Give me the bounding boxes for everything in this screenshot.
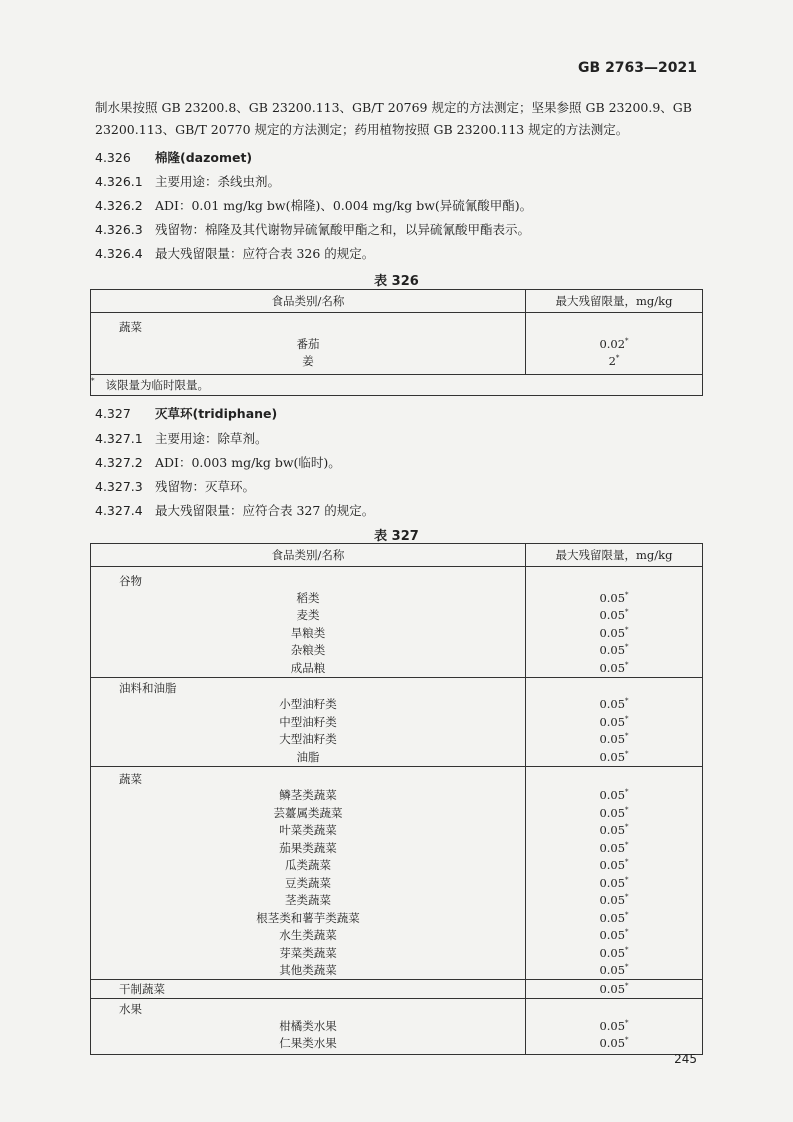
table-row [91,696,703,714]
clause-text: 残留物：棉隆及其代谢物异硫氰酸甲酯之和，以异硫氰酸甲酯表示。 [154,222,530,237]
mrl-value: 0.05* [599,910,629,925]
food-name: 鳞茎类蔬菜 [91,787,526,805]
mrl-value: 0.05* [599,590,629,605]
mrl-value: 0.05* [599,749,629,764]
table-row [91,892,703,910]
table-row [91,353,703,375]
clause-number: 4.326.3 [95,222,143,237]
food-name: 小型油籽类 [91,696,526,714]
clause-number: 4.327.3 [95,479,143,494]
clause-4-327-2 [95,453,341,471]
clause-text: ADI：0.01 mg/kg bw(棉隆)、0.004 mg/kg bw(异硫氰酸甲酯)。 [154,198,533,213]
food-name: 旱粮类 [91,624,526,642]
column-header-mrl: 最大残留限量，mg/kg [526,290,703,313]
table-row [91,944,703,962]
mrl-value: 0.05* [599,608,629,623]
column-header-food: 食品类别/名称 [91,290,526,313]
mrl-value: 0.05* [599,945,629,960]
table-row [91,857,703,875]
clause-4-327-4 [95,501,374,519]
group-label: 蔬菜 [91,313,526,336]
food-name: 油脂 [91,748,526,766]
mrl-value: 0.05* [599,893,629,908]
food-name: 芸薹属类蔬菜 [91,804,526,822]
clause-number: 4.327.2 [95,455,143,470]
table-row [91,624,703,642]
table-row [91,962,703,980]
section-number: 4.327 [95,406,131,421]
clause-text: 主要用途：除草剂。 [154,431,268,446]
standard-number: GB 2763—2021 [578,60,697,76]
mrl-value: 0.05* [599,875,629,890]
food-name: 稻类 [91,589,526,607]
mrl-value: 0.05* [599,1036,629,1051]
page-number: 245 [674,1052,697,1066]
intro-line-1: 制水果按照 GB 23200.8、GB 23200.113、GB/T 20769 规定的方法测定；坚果参照 GB 23200.9、GB [95,100,692,115]
table-326-caption: 表 326 [374,274,419,289]
mrl-value: 0.05* [599,823,629,838]
table-row [91,1035,703,1055]
food-name: 茎类蔬菜 [91,892,526,910]
section-title: 灭草环(tridiphane) [154,406,278,421]
clause-text: 残留物：灭草环。 [154,479,255,494]
food-name: 姜 [91,353,526,375]
clause-number: 4.327.1 [95,431,143,446]
clause-text: 最大残留限量：应符合表 327 的规定。 [154,503,375,518]
food-name: 番茄 [91,335,526,353]
group-label: 水果 [91,999,526,1018]
food-name: 瓜类蔬菜 [91,857,526,875]
food-name: 叶菜类蔬菜 [91,822,526,840]
mrl-value: 0.05* [599,732,629,747]
section-title: 棉隆(dazomet) [154,150,253,165]
clause-number: 4.326.1 [95,174,143,189]
table-row [91,927,703,945]
food-name: 大型油籽类 [91,731,526,749]
mrl-value: 0.05* [599,714,629,729]
table-row [91,607,703,625]
table-row [91,335,703,353]
table-row [91,713,703,731]
clause-text: 主要用途：杀线虫剂。 [154,174,280,189]
mrl-value: 0.05* [526,980,703,999]
clause-4-327-1 [95,429,268,447]
table-row [91,822,703,840]
mrl-value: 0.05* [599,928,629,943]
table-327-caption: 表 327 [374,529,419,544]
clause-text: 最大残留限量：应符合表 326 的规定。 [154,246,375,261]
mrl-value: 0.05* [599,963,629,978]
group-label: 油料和油脂 [91,677,526,696]
food-name: 成品粮 [91,659,526,677]
clause-4-326-3 [95,220,530,238]
food-name: 水生类蔬菜 [91,927,526,945]
table-row [91,589,703,607]
table-row [91,804,703,822]
table-327 [90,543,703,1055]
clause-4-326-1 [95,172,280,190]
table-row [91,642,703,660]
food-name: 杂粮类 [91,642,526,660]
mrl-value: 0.05* [599,643,629,658]
food-name: 茄果类蔬菜 [91,839,526,857]
table-row [91,874,703,892]
mrl-value: 0.05* [599,840,629,855]
table-row [91,659,703,677]
mrl-value: 0.05* [599,697,629,712]
clause-number: 4.326.4 [95,246,143,261]
mrl-value: 0.05* [599,625,629,640]
clause-4-326-4 [95,244,374,262]
table-row [91,731,703,749]
table-row [91,909,703,927]
food-name: 豆类蔬菜 [91,874,526,892]
food-name: 麦类 [91,607,526,625]
food-name: 其他类蔬菜 [91,962,526,980]
clause-number: 4.326.2 [95,198,143,213]
column-header-food: 食品类别/名称 [91,544,526,567]
mrl-value: 0.05* [599,788,629,803]
column-header-mrl: 最大残留限量，mg/kg [526,544,703,567]
mrl-value: 0.05* [599,1018,629,1033]
table-row [91,1017,703,1035]
group-label: 干制蔬菜 [91,980,526,999]
table-row [91,787,703,805]
clause-number: 4.327.4 [95,503,143,518]
food-name: 中型油籽类 [91,713,526,731]
section-4-326-heading [95,148,252,166]
clause-4-327-3 [95,477,255,495]
food-name: 芽菜类蔬菜 [91,944,526,962]
table-row [91,839,703,857]
food-name: 柑橘类水果 [91,1017,526,1035]
mrl-value: 0.05* [599,660,629,675]
clause-4-326-2 [95,196,532,214]
mrl-value: 0.02* [599,336,629,351]
mrl-value: 0.05* [599,858,629,873]
group-label: 蔬菜 [91,766,526,787]
food-name: 仁果类水果 [91,1035,526,1055]
section-number: 4.326 [95,150,131,165]
mrl-value: 2* [608,354,620,369]
food-name: 根茎类和薯芋类蔬菜 [91,909,526,927]
mrl-value: 0.05* [599,805,629,820]
clause-text: ADI：0.003 mg/kg bw(临时)。 [154,455,341,470]
table-footnote: * 该限量为临时限量。 [91,375,703,396]
group-label: 谷物 [91,567,526,590]
table-row [91,748,703,766]
section-4-327-heading [95,404,277,422]
table-326 [90,289,703,396]
intro-line-2: 23200.113、GB/T 20770 规定的方法测定；药用植物按照 GB 23200.113 规定的方法测定。 [95,122,629,137]
